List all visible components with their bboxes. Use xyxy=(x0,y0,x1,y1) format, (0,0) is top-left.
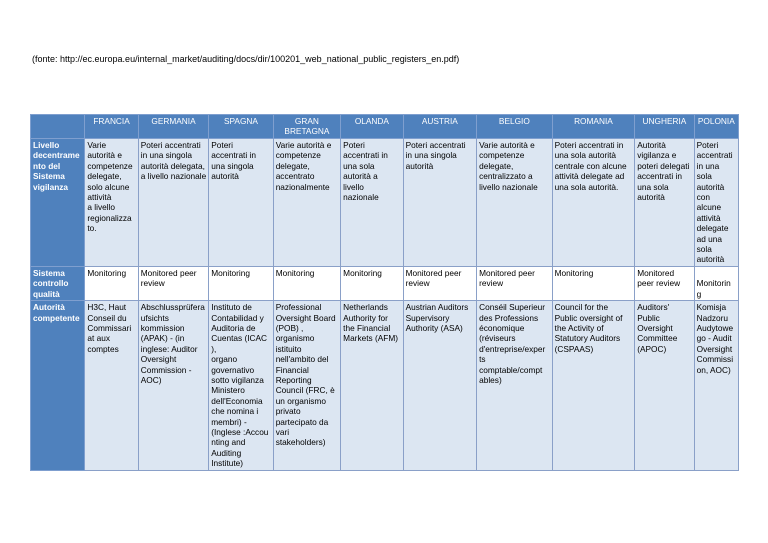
table-cell: Monitored peer review xyxy=(635,266,694,300)
table-cell: Monitorin g xyxy=(694,266,738,300)
source-note: (fonte: http://ec.europa.eu/internal_market/auditing/docs/dir/100201_web_national_public_registers_en.pdf) xyxy=(32,54,460,64)
column-header-olanda: OLANDA xyxy=(341,115,403,139)
column-header-polonia: POLONIA xyxy=(694,115,738,139)
column-header-germania: GERMANIA xyxy=(138,115,208,139)
table-cell: Varie autorità e competenze delegate, centralizzato a livello nazionale xyxy=(477,139,553,267)
column-header-romania: ROMANIA xyxy=(552,115,635,139)
table-cell: Instituto de Contabilidad y Auditoria de Cuentas (ICAC ), organo governativo sotto vigilanza Ministero dell'Economia che nomina i membri) - (Inglese :Accou nting and Auditing Institute) xyxy=(209,301,273,471)
row-header: Autorità competente xyxy=(31,301,85,471)
table-cell: Poteri accentrati in una sola autorità centrale con alcune attività delegate ad una sola autorità. xyxy=(552,139,635,267)
table-cell: Poteri accentrati in una singola autorità xyxy=(403,139,477,267)
table-cell: Monitoring xyxy=(85,266,138,300)
column-header-spagna: SPAGNA xyxy=(209,115,273,139)
table-cell: Monitored peer review xyxy=(138,266,208,300)
column-header-austria: AUSTRIA xyxy=(403,115,477,139)
table-cell: H3C, Haut Conseil du Commissari at aux comptes xyxy=(85,301,138,471)
table-cell: Monitoring xyxy=(273,266,340,300)
table-cell: Monitored peer review xyxy=(477,266,553,300)
column-header-belgio: BELGIO xyxy=(477,115,553,139)
table-cell: Conséil Superieur des Professions économique (réviseurs d'entreprise/exper ts comptable/compt ables) xyxy=(477,301,553,471)
table-cell: Abschlussprüfera ufsichts kommission (APAK) - (in inglese: Auditor Oversight Commission - AOC) xyxy=(138,301,208,471)
table-row-sistema-controllo-qualita xyxy=(31,266,739,300)
table-cell: Council for the Public oversight of the Activity of Statutory Auditors (CSPAAS) xyxy=(552,301,635,471)
table-cell: Monitoring xyxy=(552,266,635,300)
table-cell: Poteri accentrati in una singola autorità delegata, a livello nazionale xyxy=(138,139,208,267)
table-cell: Auditors' Public Oversight Committee (APOC) xyxy=(635,301,694,471)
row-header: Sistema controllo qualità xyxy=(31,266,85,300)
table-cell: Monitoring xyxy=(341,266,403,300)
table-cell: Monitored peer review xyxy=(403,266,477,300)
table-cell: Professional Oversight Board (POB) , organismo istituito nell'ambito del Financial Reporting Council (FRC, è un organismo privato partecipato da vari stakeholders) xyxy=(273,301,340,471)
table-row-livello-decentramento xyxy=(31,139,739,267)
table-cell: Varie autorità e competenze delegate, accentrato nazionalmente xyxy=(273,139,340,267)
table-cell: Varie autorità e competenze delegate, solo alcune attività a livello regionalizza to. xyxy=(85,139,138,267)
table-cell: Netherlands Authority for the Financial Markets (AFM) xyxy=(341,301,403,471)
table-cell: Poteri accentrati in una singola autorità xyxy=(209,139,273,267)
corner-cell xyxy=(31,115,85,139)
table-cell: Austrian Auditors Supervisory Authority (ASA) xyxy=(403,301,477,471)
table-cell: Komisja Nadzoru Audytowe go - Audit Oversight Commissi on, AOC) xyxy=(694,301,738,471)
table-cell: Monitoring xyxy=(209,266,273,300)
column-header-francia: FRANCIA xyxy=(85,115,138,139)
column-header-ungheria: UNGHERIA xyxy=(635,115,694,139)
comparison-table xyxy=(30,114,739,471)
column-header-gran-bretagna: GRAN BRETAGNA xyxy=(273,115,340,139)
header-row xyxy=(31,115,739,139)
table-cell: Poteri accentrati in una sola autorità con alcune attività delegate ad una sola autorità xyxy=(694,139,738,267)
table-cell: Autorità vigilanza e poteri delegati accentrati in una sola autorità xyxy=(635,139,694,267)
table-cell: Poteri accentrati in una sola autorità a livello nazionale xyxy=(341,139,403,267)
table-row-autorita-competente xyxy=(31,301,739,471)
row-header: Livello decentrame nto del Sistema vigilanza xyxy=(31,139,85,267)
